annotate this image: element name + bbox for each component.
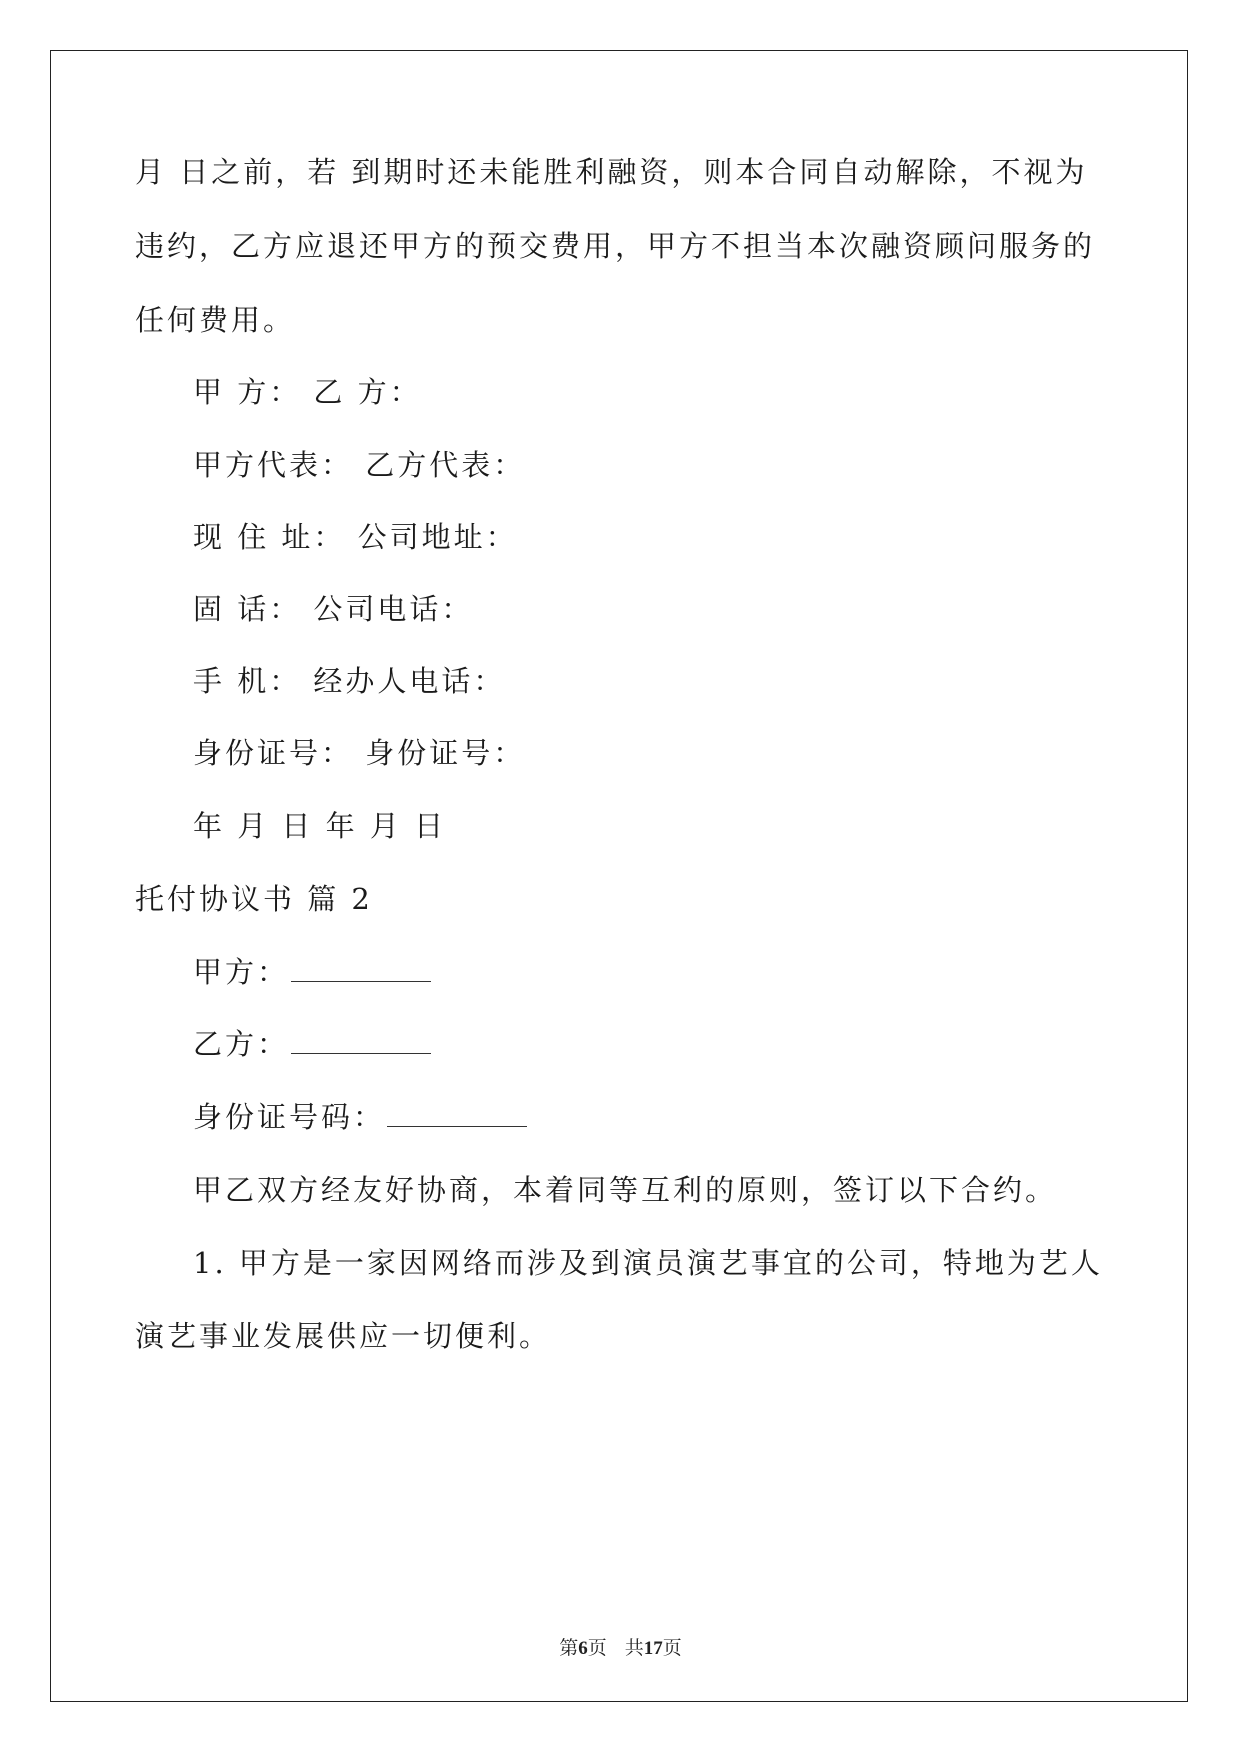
field-party-b — [193, 1024, 431, 1064]
page-prefix: 第 — [559, 1638, 579, 1659]
field-label: 甲方： — [193, 955, 290, 989]
text-line: 月 日之前，若 到期时还未能胜利融资，则本合同自动解除，不视为 — [135, 155, 1088, 189]
total-prefix: 共 — [624, 1638, 644, 1659]
page-border — [50, 50, 1188, 1702]
page-footer — [0, 1633, 1241, 1660]
text-line: 年 月 日 年 月 日 — [193, 809, 447, 843]
section-heading: 托付协议书 篇 2 — [135, 882, 373, 916]
text-line: 甲方代表： 乙方代表： — [193, 448, 526, 482]
page-number: 6 — [578, 1638, 588, 1659]
page-suffix: 页 — [587, 1638, 607, 1659]
blank-line — [291, 955, 431, 982]
text-line: 甲 方： 乙 方： — [193, 375, 422, 409]
text-line: 任何费用。 — [135, 303, 296, 337]
text-line: 违约，乙方应退还甲方的预交费用，甲方不担当本次融资顾问服务的 — [135, 229, 1096, 263]
total-pages: 17 — [643, 1638, 663, 1659]
paragraph: 演艺事业发展供应一切便利。 — [135, 1319, 552, 1353]
text-line: 现 住 址： 公司地址： — [193, 520, 518, 554]
blank-line — [387, 1100, 527, 1127]
total-suffix: 页 — [662, 1638, 682, 1659]
field-party-a — [193, 952, 431, 992]
paragraph: 1. 甲方是一家因网络而涉及到演员演艺事宜的公司，特地为艺人 — [193, 1246, 1103, 1280]
text-line: 手 机： 经办人电话： — [193, 664, 506, 698]
field-id-number — [193, 1097, 527, 1137]
text-line: 固 话： 公司电话： — [193, 592, 474, 626]
paragraph: 甲乙双方经友好协商，本着同等互利的原则，签订以下合约。 — [193, 1173, 1058, 1207]
text-line: 身份证号： 身份证号： — [193, 736, 526, 770]
blank-line — [291, 1027, 431, 1054]
field-label: 身份证号码： — [193, 1100, 386, 1134]
field-label: 乙方： — [193, 1027, 290, 1061]
